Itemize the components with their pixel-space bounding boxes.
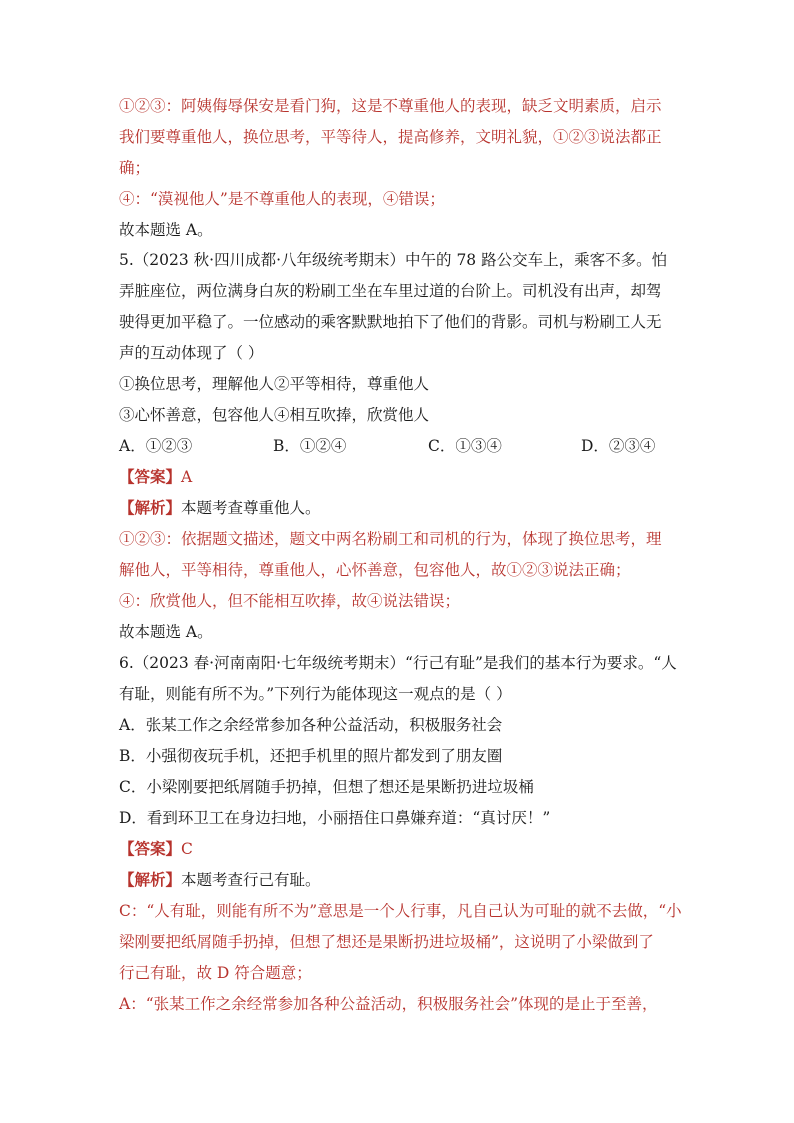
question-5-stem: 5.（2023 秋·四川成都·八年级统考期末）中午的 78 路公交车上，乘客不多。怕 bbox=[119, 251, 668, 269]
conclusion-line: 故本题选 A。 bbox=[119, 221, 213, 239]
question-6-analysis bbox=[119, 865, 679, 895]
answer-value: A bbox=[181, 468, 193, 486]
question-6-answer bbox=[119, 834, 679, 864]
explanation-line: 确； bbox=[119, 159, 151, 177]
analysis-text: 本题考查尊重他人。 bbox=[181, 499, 321, 517]
explanation-line: ④：欣赏他人，但不能相互吹捧，故④说法错误； bbox=[119, 592, 461, 610]
explanation-line: 梁刚要把纸屑随手扔掉，但想了想还是果断扔进垃圾桶”，这说明了小梁做到了 bbox=[119, 933, 654, 951]
option-a: A．张某工作之余经常参加各种公益活动，积极服务社会 bbox=[119, 716, 503, 734]
explanation-line: ①②③：依据题文描述，题文中两名粉刷工和司机的行为，体现了换位思考，理 bbox=[119, 530, 662, 548]
explanation-line: 解他人，平等相待，尊重他人，心怀善意，包容他人，故①②③说法正确； bbox=[119, 561, 631, 579]
option-d: D．②③④ bbox=[581, 437, 656, 455]
question-5-options bbox=[119, 431, 679, 461]
answer-tag: 【答案】 bbox=[119, 467, 182, 486]
question-5-statement: ③心怀善意，包容他人④相互吹捧，欣赏他人 bbox=[119, 406, 430, 424]
question-5-statement: ①换位思考，理解他人②平等相待，尊重他人 bbox=[119, 375, 430, 393]
explanation-line: C：“人有耻，则能有所不为”意思是一个人行事，凡自己认为可耻的就不去做，“小 bbox=[119, 902, 682, 920]
question-6-stem: 6.（2023 春·河南南阳·七年级统考期末）“行己有耻”是我们的基本行为要求。“人 bbox=[119, 654, 677, 672]
option-a: A．①②③ bbox=[119, 437, 193, 455]
analysis-text: 本题考查行己有耻。 bbox=[181, 871, 321, 889]
explanation-line: A：“张某工作之余经常参加各种公益活动，积极服务社会”体现的是止于至善， bbox=[119, 995, 658, 1013]
question-5-answer bbox=[119, 462, 679, 492]
question-5-stem: 弄脏座位，两位满身白灰的粉刷工坐在车里过道的台阶上。司机没有出声，却驾 bbox=[119, 282, 662, 300]
option-b: B．小强彻夜玩手机，还把手机里的照片都发到了朋友圈 bbox=[119, 747, 503, 765]
question-5-stem: 驶得更加平稳了。一位感动的乘客默默地拍下了他们的背影。司机与粉刷工人无 bbox=[119, 313, 662, 331]
answer-tag: 【答案】 bbox=[119, 839, 182, 858]
option-d: D．看到环卫工在身边扫地，小丽捂住口鼻嫌弃道：“真讨厌！” bbox=[119, 809, 551, 827]
explanation-line: ①②③：阿姨侮辱保安是看门狗，这是不尊重他人的表现，缺乏文明素质，启示 bbox=[119, 97, 662, 115]
analysis-tag: 【解析】 bbox=[119, 498, 182, 517]
explanation-line: 我们要尊重他人，换位思考，平等待人，提高修养，文明礼貌，①②③说法都正 bbox=[119, 128, 662, 146]
analysis-tag: 【解析】 bbox=[119, 870, 182, 889]
option-b: B．①②④ bbox=[273, 437, 347, 455]
option-c: C．①③④ bbox=[428, 437, 502, 455]
question-5-stem: 声的互动体现了（ ） bbox=[119, 344, 264, 362]
explanation-line: 行己有耻，故 D 符合题意； bbox=[119, 964, 312, 982]
question-6-stem: 有耻，则能有所不为。”下列行为能体现这一观点的是（ ） bbox=[119, 685, 512, 703]
option-c: C．小梁刚要把纸屑随手扔掉，但想了想还是果断扔进垃圾桶 bbox=[119, 778, 534, 796]
conclusion-line: 故本题选 A。 bbox=[119, 623, 213, 641]
explanation-line: ④：“漠视他人”是不尊重他人的表现，④错误； bbox=[119, 190, 445, 208]
question-5-analysis bbox=[119, 493, 679, 523]
answer-value: C bbox=[181, 840, 193, 858]
